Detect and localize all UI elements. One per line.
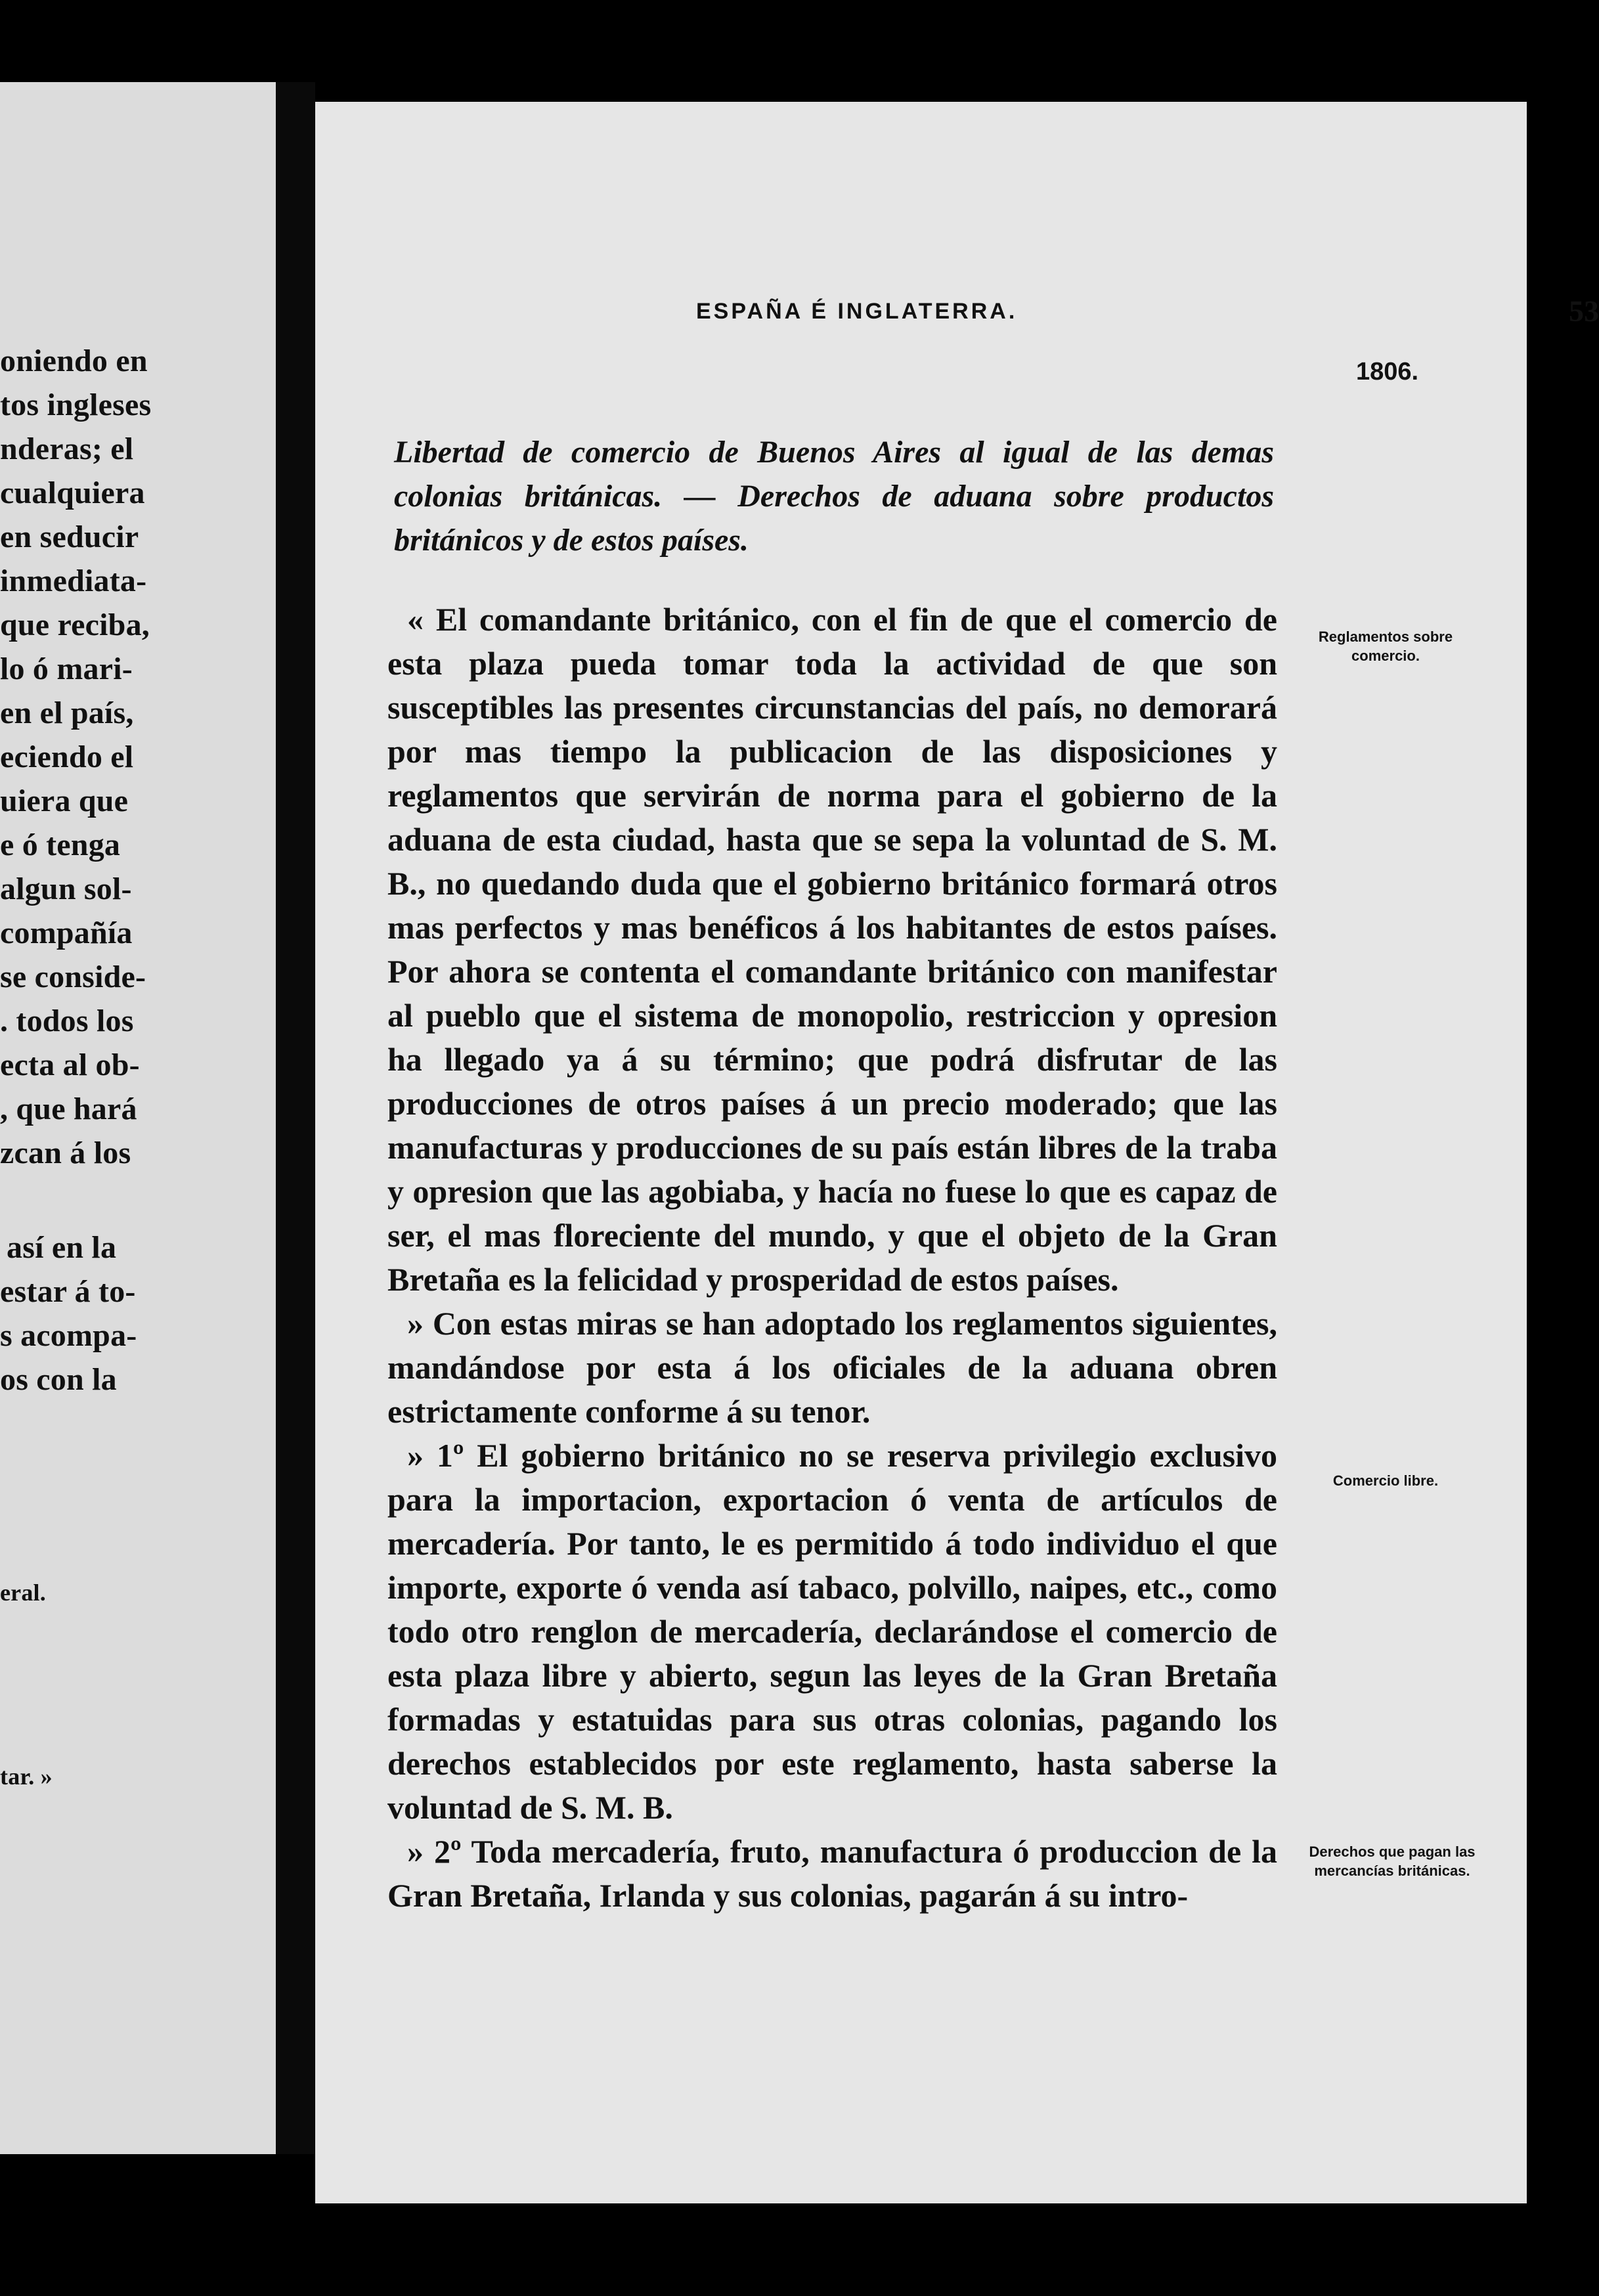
prev-page-line: compañía <box>0 916 133 950</box>
paragraph: « El comandante británico, con el fin de que el comercio de esta plaza pueda tomar toda la actividad de que son susceptibles las presentes circunstancias del país, no demorará por mas tiempo la publicacion de las disposiciones y reglamentos que servirán de norma para el gobierno de la aduana de esta ciudad, hasta que se sepa la voluntad de S. M. B., no quedando duda que el gobierno británico formará otros mas perfectos y mas benéficos á los habitantes de estos países. Por ahora se contenta el comandante británico con manifestar al pueblo que el sistema de monopolio, restriccion y opresion ha llegado ya á su término; que podrá disfrutar de las producciones de otros países á un precio moderado; que las manufacturas y producciones de su país están libres de la traba y opresion que las agobiaba, y hacía no fuese lo que es capaz de ser, el mas floreciente del mundo, y que el objeto de la Gran Bretaña es la felicidad y prosperidad de estos países. <box>387 601 1277 1298</box>
prev-page-line: eciendo el <box>0 740 134 774</box>
prev-page-line: tos ingleses <box>0 387 152 422</box>
margin-note-comercio-libre: Comercio libre. <box>1332 1472 1439 1489</box>
prev-page-line: en el país, <box>0 695 134 730</box>
section-subtitle: Libertad de comercio de Buenos Aires al igual de las demas colonias británicas. — Derechos de aduana sobre productos británicos y de estos países. <box>394 435 1274 558</box>
running-title: ESPAÑA É INGLATERRA. <box>696 299 1018 324</box>
prev-page-line: s acompa- <box>0 1318 137 1353</box>
prev-page-line: así en la <box>7 1230 117 1265</box>
book-page <box>315 102 1599 2203</box>
prev-page-line: estar á to- <box>0 1274 136 1309</box>
prev-page-line: eral. <box>0 1579 46 1606</box>
prev-page-line: oniendo en <box>0 343 148 378</box>
prev-page-line: se conside- <box>0 960 146 994</box>
prev-page-line: e ó tenga <box>0 828 121 862</box>
running-header <box>696 294 1599 338</box>
prev-page-line: inmediata- <box>0 563 147 598</box>
prev-page-line: nderas; el <box>0 431 134 466</box>
prev-page-line: ecta al ob- <box>0 1048 140 1082</box>
previous-page <box>0 82 276 2154</box>
paragraph: » Con estas miras se han adoptado los reglamentos siguientes, mandándose por esta á los oficiales de la aduana obren estrictamente conforme á su tenor. <box>387 1305 1277 1430</box>
body-text <box>387 598 1277 1918</box>
margin-note-reglamentos: Reglamentos sobre comercio. <box>1318 629 1453 664</box>
prev-page-line: os con la <box>0 1362 117 1397</box>
prev-page-line: uiera que <box>0 784 129 818</box>
prev-page-line: algun sol- <box>0 872 132 906</box>
margin-year: 1806. <box>1356 358 1419 386</box>
prev-page-line: tar. » <box>0 1763 53 1790</box>
book-gutter <box>276 82 315 2154</box>
page-number: 53 <box>1569 294 1599 328</box>
paragraph: » 1º El gobierno británico no se reserva privilegio exclusivo para la importacion, exportacion ó venta de artículos de mercadería. Por tanto, le es permitido á todo individuo el que importe, exporte ó venda así tabaco, polvillo, naipes, etc., como todo otro renglon de mercadería, declarándose el comercio de esta plaza libre y abierto, segun las leyes de la Gran Bretaña formadas y estatuidas para sus otras colonias, pagando los derechos establecidos por este reglamento, hasta saberse la voluntad de S. M. B. <box>387 1437 1277 1826</box>
prev-page-line: en seducir <box>0 519 139 554</box>
prev-page-line: , que hará <box>0 1092 137 1126</box>
prev-page-line: . todos los <box>0 1004 134 1038</box>
prev-page-line: cualquiera <box>0 475 145 510</box>
margin-note-derechos: Derechos que pagan las mercancías británicas. <box>1309 1843 1476 1879</box>
paragraph: » 2º Toda mercadería, fruto, manufactura ó produccion de la Gran Bretaña, Irlanda y sus colonias, pagarán á su intro- <box>387 1833 1277 1914</box>
prev-page-line: zcan á los <box>0 1136 131 1170</box>
prev-page-line: lo ó mari- <box>0 651 133 686</box>
prev-page-line: que reciba, <box>0 607 150 642</box>
